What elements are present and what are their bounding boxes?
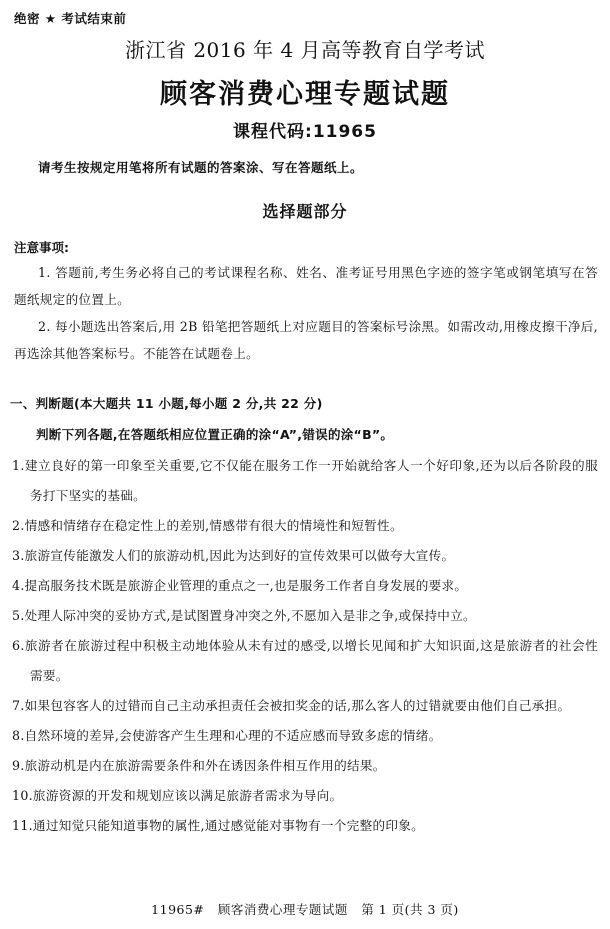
- part-title: 选择题部分: [262, 202, 348, 221]
- question-item: 6.旅游者在旅游过程中积极主动地体验从未有过的感受,以增长见闻和扩大知识面,这是旅游者的社会性需要。: [12, 638, 598, 683]
- section-heading: 一、判断题(本大题共 11 小题,每小题 2 分,共 22 分): [10, 396, 323, 411]
- question-item: 9.旅游动机是内在旅游需要条件和外在诱因条件相互作用的结果。: [12, 758, 386, 773]
- question-item: 7.如果包容客人的过错而自己主动承担责任会被扣奖金的话,那么客人的过错就要由他们自己承担。: [12, 698, 571, 713]
- question-item: 10.旅游资源的开发和规划应该以满足旅游者需求为导向。: [12, 788, 343, 803]
- question-item: 8.自然环境的差异,会使游客产生生理和心理的不适应感而导致多虑的情绪。: [12, 728, 442, 743]
- question-item: 4.提高服务技术既是旅游企业管理的重点之一,也是服务工作者自身发展的要求。: [12, 578, 468, 593]
- question-item: 11.通过知觉只能知道事物的属性,通过感觉能对事物有一个完整的印象。: [12, 818, 425, 833]
- question-list: [12, 451, 598, 841]
- note-item-2: 2. 每小题选出答案后,用 2B 铅笔把答题纸上对应题目的答案标号涂黑。如需改动,用橡皮擦干净后,再选涂其他答案标号。不能答在试题卷上。: [14, 319, 598, 361]
- exam-title: 浙江省 2016 年 4 月高等教育自学考试: [124, 38, 486, 62]
- subject-title: 顾客消费心理专题试题: [160, 79, 450, 110]
- notes-heading: 注意事项:: [14, 240, 69, 255]
- question-item: 5.处理人际冲突的妥协方式,是试图置身冲突之外,不愿加入是非之争,或保持中立。: [12, 608, 476, 623]
- course-code: 课程代码:11965: [233, 122, 377, 142]
- note-item-1: 1. 答题前,考生务必将自己的考试课程名称、姓名、准考证号用黑色字迹的签字笔或钢笔填写在答题纸规定的位置上。: [14, 265, 598, 307]
- answer-instruction: 请考生按规定用笔将所有试题的答案涂、写在答题纸上。: [38, 160, 364, 175]
- page-footer: 11965# 顾客消费心理专题试题 第 1 页(共 3 页): [151, 902, 459, 917]
- question-item: 3.旅游宣传能激发人们的旅游动机,因此为达到好的宣传效果可以做夸大宣传。: [12, 548, 455, 563]
- section-instruction: 判断下列各题,在答题纸相应位置正确的涂“A”,错误的涂“B”。: [36, 427, 394, 442]
- question-item: 1.建立良好的第一印象至关重要,它不仅能在服务工作一开始就给客人一个好印象,还为以后各阶段的服务打下坚实的基础。: [12, 458, 598, 503]
- secret-label: 绝密 ★ 考试结束前: [14, 11, 127, 26]
- question-item: 2.情感和情绪存在稳定性上的差别,情感带有很大的情境性和短暂性。: [12, 518, 403, 533]
